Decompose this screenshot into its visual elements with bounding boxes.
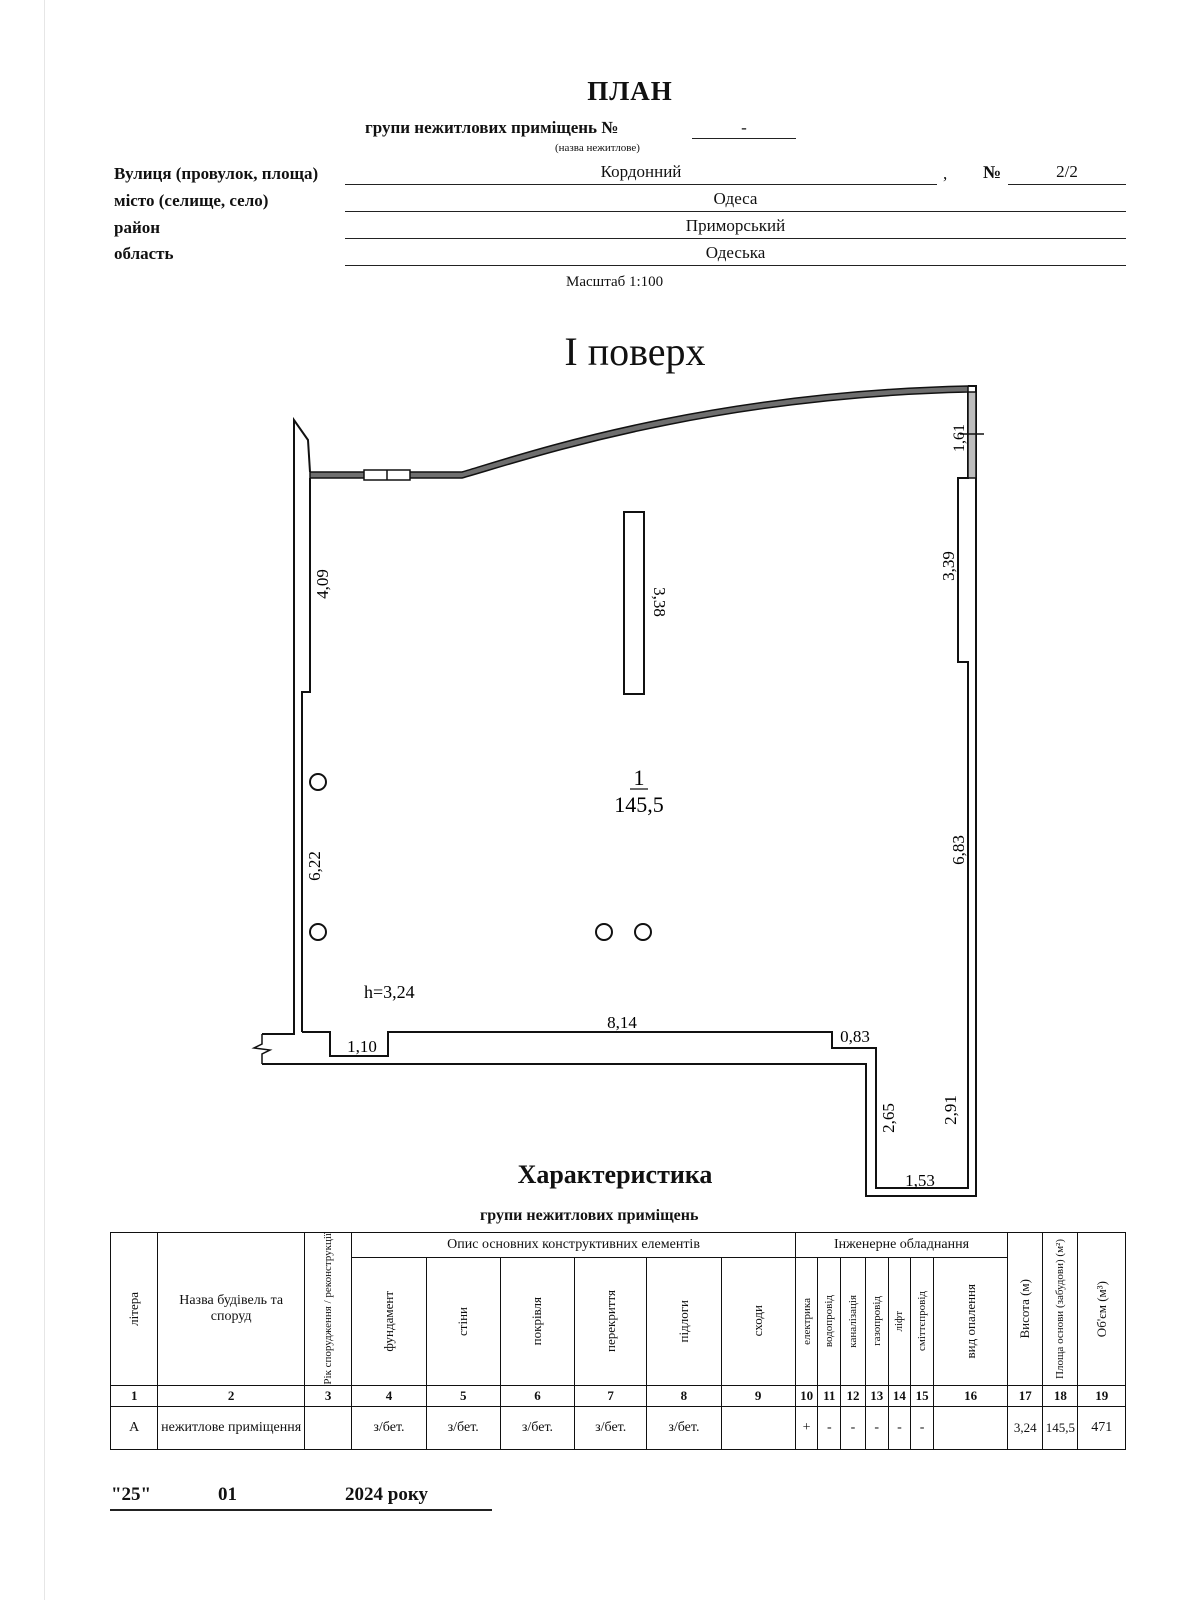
group-number-field: -	[692, 118, 796, 139]
city-label: місто (селище, село)	[114, 191, 269, 210]
col-number: 3	[304, 1385, 351, 1406]
comma-mark: ,	[943, 164, 948, 183]
header-floors-cover: перекриття	[575, 1257, 647, 1385]
pillar-marker	[310, 774, 326, 790]
cell-foundation: з/бет.	[352, 1406, 426, 1449]
pillar-marker	[635, 924, 651, 940]
cell-volume: 471	[1078, 1406, 1126, 1449]
number-sign: №	[983, 162, 1002, 182]
dim-bottom-main: 8,14	[607, 1013, 637, 1032]
cell-sewer: -	[841, 1406, 866, 1449]
col-number: 2	[158, 1385, 304, 1406]
header-roofing: покрівля	[500, 1257, 574, 1385]
header-lift: ліфт	[888, 1257, 911, 1385]
cell-heating	[933, 1406, 1007, 1449]
col-number: 13	[865, 1385, 888, 1406]
cell-floors-cover: з/бет.	[575, 1406, 647, 1449]
interior-column	[624, 512, 644, 694]
room-area: 145,5	[614, 792, 664, 817]
cell-garbage: -	[911, 1406, 934, 1449]
header-walls: стіни	[426, 1257, 500, 1385]
city-field: Одеса	[345, 189, 1126, 212]
header-electricity: електрика	[795, 1257, 818, 1385]
district-label: район	[114, 218, 161, 237]
pillar-marker	[310, 924, 326, 940]
col-number: 17	[1008, 1385, 1043, 1406]
region-label: область	[114, 244, 174, 263]
document-subtitle: групи нежитлових приміщень №	[365, 118, 619, 137]
cell-floor: з/бет.	[647, 1406, 721, 1449]
dim-right-lower: 6,83	[949, 835, 968, 865]
street-field: Кордонний	[345, 162, 937, 185]
col-number: 11	[818, 1385, 841, 1406]
cell-litera: А	[111, 1406, 158, 1449]
cell-gas: -	[865, 1406, 888, 1449]
table-row	[111, 1406, 1126, 1449]
header-water: водопровід	[818, 1257, 841, 1385]
col-number: 8	[647, 1385, 721, 1406]
dim-nook-bottom: 1,53	[905, 1171, 935, 1190]
col-number: 15	[911, 1385, 934, 1406]
dim-column: 3,38	[650, 587, 669, 617]
characteristics-subtitle: групи нежитлових приміщень	[480, 1207, 699, 1224]
header-name: Назва будівель та споруд	[158, 1233, 304, 1386]
cell-area: 145,5	[1043, 1406, 1078, 1449]
header-area: Площа основи (забудови) (м²)	[1043, 1233, 1078, 1386]
date-day: "25"	[111, 1484, 152, 1505]
header-height: Висота (м)	[1008, 1233, 1043, 1386]
characteristics-title: Характеристика	[517, 1160, 713, 1189]
col-number: 14	[888, 1385, 911, 1406]
header-elements-group: Опис основних конструктивних елементів	[352, 1233, 795, 1258]
col-number: 4	[352, 1385, 426, 1406]
header-floor: підлоги	[647, 1257, 721, 1385]
header-stairs: сходи	[721, 1257, 795, 1385]
cell-name: нежитлове приміщення	[158, 1406, 304, 1449]
district-field: Приморський	[345, 216, 1126, 239]
floor-title: І поверх	[564, 329, 706, 374]
group-number-note: (назва нежитлове)	[555, 142, 640, 154]
header-volume: Об'єм (м³)	[1078, 1233, 1126, 1386]
dim-left-bottom: 6,22	[305, 851, 324, 881]
col-number: 18	[1043, 1385, 1078, 1406]
col-number: 19	[1078, 1385, 1126, 1406]
cell-stairs	[721, 1406, 795, 1449]
date-month: 01	[218, 1484, 237, 1505]
col-number: 10	[795, 1385, 818, 1406]
region-field: Одеська	[345, 243, 1126, 266]
date-year: 2024 року	[345, 1484, 428, 1505]
house-number-field: 2/2	[1008, 162, 1126, 185]
room-number: 1	[633, 765, 645, 790]
plan-walls	[254, 386, 984, 1196]
header-sewer: каналізація	[841, 1257, 866, 1385]
header-garbage: сміттєпровід	[911, 1257, 934, 1385]
cell-lift: -	[888, 1406, 911, 1449]
dim-nook-left: 2,65	[879, 1103, 898, 1133]
dim-bottom-left: 1,10	[347, 1037, 377, 1056]
dim-nook-right: 2,91	[941, 1095, 960, 1125]
date-underline	[110, 1509, 492, 1511]
header-heating: вид опалення	[933, 1257, 1007, 1385]
header-litera: літера	[111, 1233, 158, 1386]
col-number: 16	[933, 1385, 1007, 1406]
dim-left-top: 4,09	[313, 569, 332, 599]
col-number: 1	[111, 1385, 158, 1406]
header-year: Рік спорудження / реконструкції	[304, 1233, 351, 1386]
cell-water: -	[818, 1406, 841, 1449]
cell-electricity: +	[795, 1406, 818, 1449]
col-number: 7	[575, 1385, 647, 1406]
header-foundation: фундамент	[352, 1257, 426, 1385]
column-number-row	[111, 1385, 1126, 1406]
dim-right-upper: 3,39	[939, 551, 958, 581]
cell-year	[304, 1406, 351, 1449]
dim-right-top-small: 1,61	[951, 424, 968, 452]
cell-roofing: з/бет.	[500, 1406, 574, 1449]
col-number: 6	[500, 1385, 574, 1406]
ceiling-height: h=3,24	[364, 982, 415, 1002]
characteristics-table	[110, 1232, 1126, 1450]
cell-height: 3,24	[1008, 1406, 1043, 1449]
header-engineering-group: Інженерне обладнання	[795, 1233, 1008, 1258]
document-title: ПЛАН	[587, 76, 673, 106]
col-number: 12	[841, 1385, 866, 1406]
dim-bottom-right: 0,83	[840, 1027, 870, 1046]
col-number: 5	[426, 1385, 500, 1406]
pillar-marker	[596, 924, 612, 940]
scale-note: Масштаб 1:100	[566, 274, 664, 290]
header-gas: газопровід	[865, 1257, 888, 1385]
cell-walls: з/бет.	[426, 1406, 500, 1449]
col-number: 9	[721, 1385, 795, 1406]
street-label: Вулиця (провулок, площа)	[114, 164, 319, 183]
